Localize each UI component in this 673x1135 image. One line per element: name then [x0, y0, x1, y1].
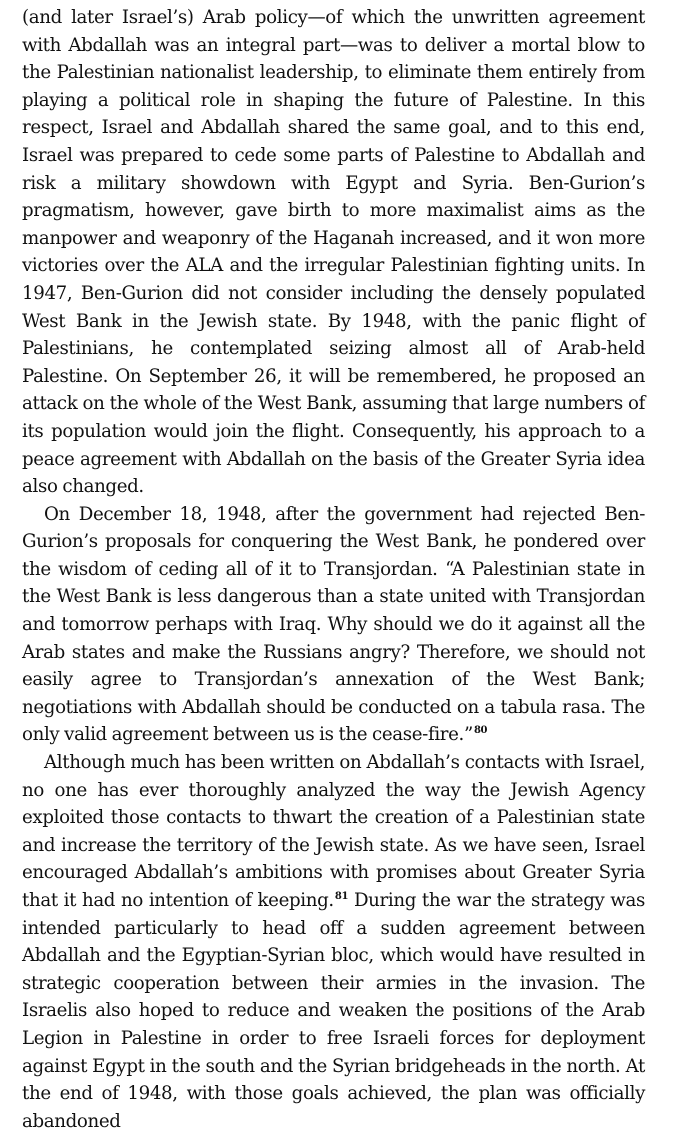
paragraph-policy	[22, 4, 645, 501]
paragraph-text: (and later Israel’s) Arab policy—of which the unwritten agreement with Abdallah was an integral part—was to deliver a mortal blow to the Palestinian nationalist leadership, to eliminate them entirely from playing a political role in shaping the future of Palestine. In this respect, Israel and Abdallah shared the same goal, and to this end, Israel was prepared to cede some parts of Palestine to Abdallah and risk a military showdown with Egypt and Syria. Ben-Gurion’s pragmatism, however, gave birth to more maximalist aims as the manpower and weaponry of the Haganah increased, and it won more victories over the ALA and the irregular Palestinian fighting units. In 1947, Ben-Gurion did not consider including the densely populated West Bank in the Jewish state. By 1948, with the panic flight of Palestinians, he contemplated seizing almost all of Arab-held Palestine. On September 26, it will be remembered, he proposed an attack on the whole of the West Bank, assuming that large numbers of its population would join the flight. Consequently, his approach to a peace agreement with Abdallah on the basis of the Greater Syria idea also changed.	[22, 7, 645, 498]
paragraph-december-1948	[22, 501, 645, 749]
paragraph-text: During the war the strategy was intended particularly to head off a sudden agreement between Abdallah and the Egyptian-Syrian bloc, which would have resulted in strategic cooperation between their armies in the invasion. The Israelis also hoped to reduce and weaken the positions of the Arab Legion in Palestine in order to free Israeli forces for deployment against Egypt in the south and the Syrian bridgeheads in the north. At the end of 1948, with those goals achieved, the plan was officially abandoned	[22, 890, 645, 1132]
paragraph-jewish-agency	[22, 749, 645, 1135]
footnote-marker[interactable]: 81	[334, 890, 349, 902]
paragraph-text: Although much has been written on Abdallah’s contacts with Israel, no one has ever thoroughly analyzed the way the Jewish Agency exploited those contacts to thwart the creation of a Palestinian state and increase the territory of the Jewish state. As we have seen, Israel encouraged Abdallah’s ambitions with promises about Greater Syria that it had no intention of keeping.	[22, 752, 645, 911]
footnote-marker[interactable]: 80	[473, 725, 488, 737]
paragraph-text: On December 18, 1948, after the government had rejected Ben-Gurion’s proposals for conquering the West Bank, he pondered over the wisdom of ceding all of it to Transjordan. “A Palestinian state in the West Bank is less dangerous than a state united with Transjordan and tomorrow perhaps with Iraq. Why should we do it against all the Arab states and make the Russians angry? Therefore, we should not easily agree to Transjordan’s annexation of the West Bank; negotiations with Abdallah should be conducted on a tabula rasa. The only valid agreement between us is the cease-fire.”	[22, 503, 645, 746]
